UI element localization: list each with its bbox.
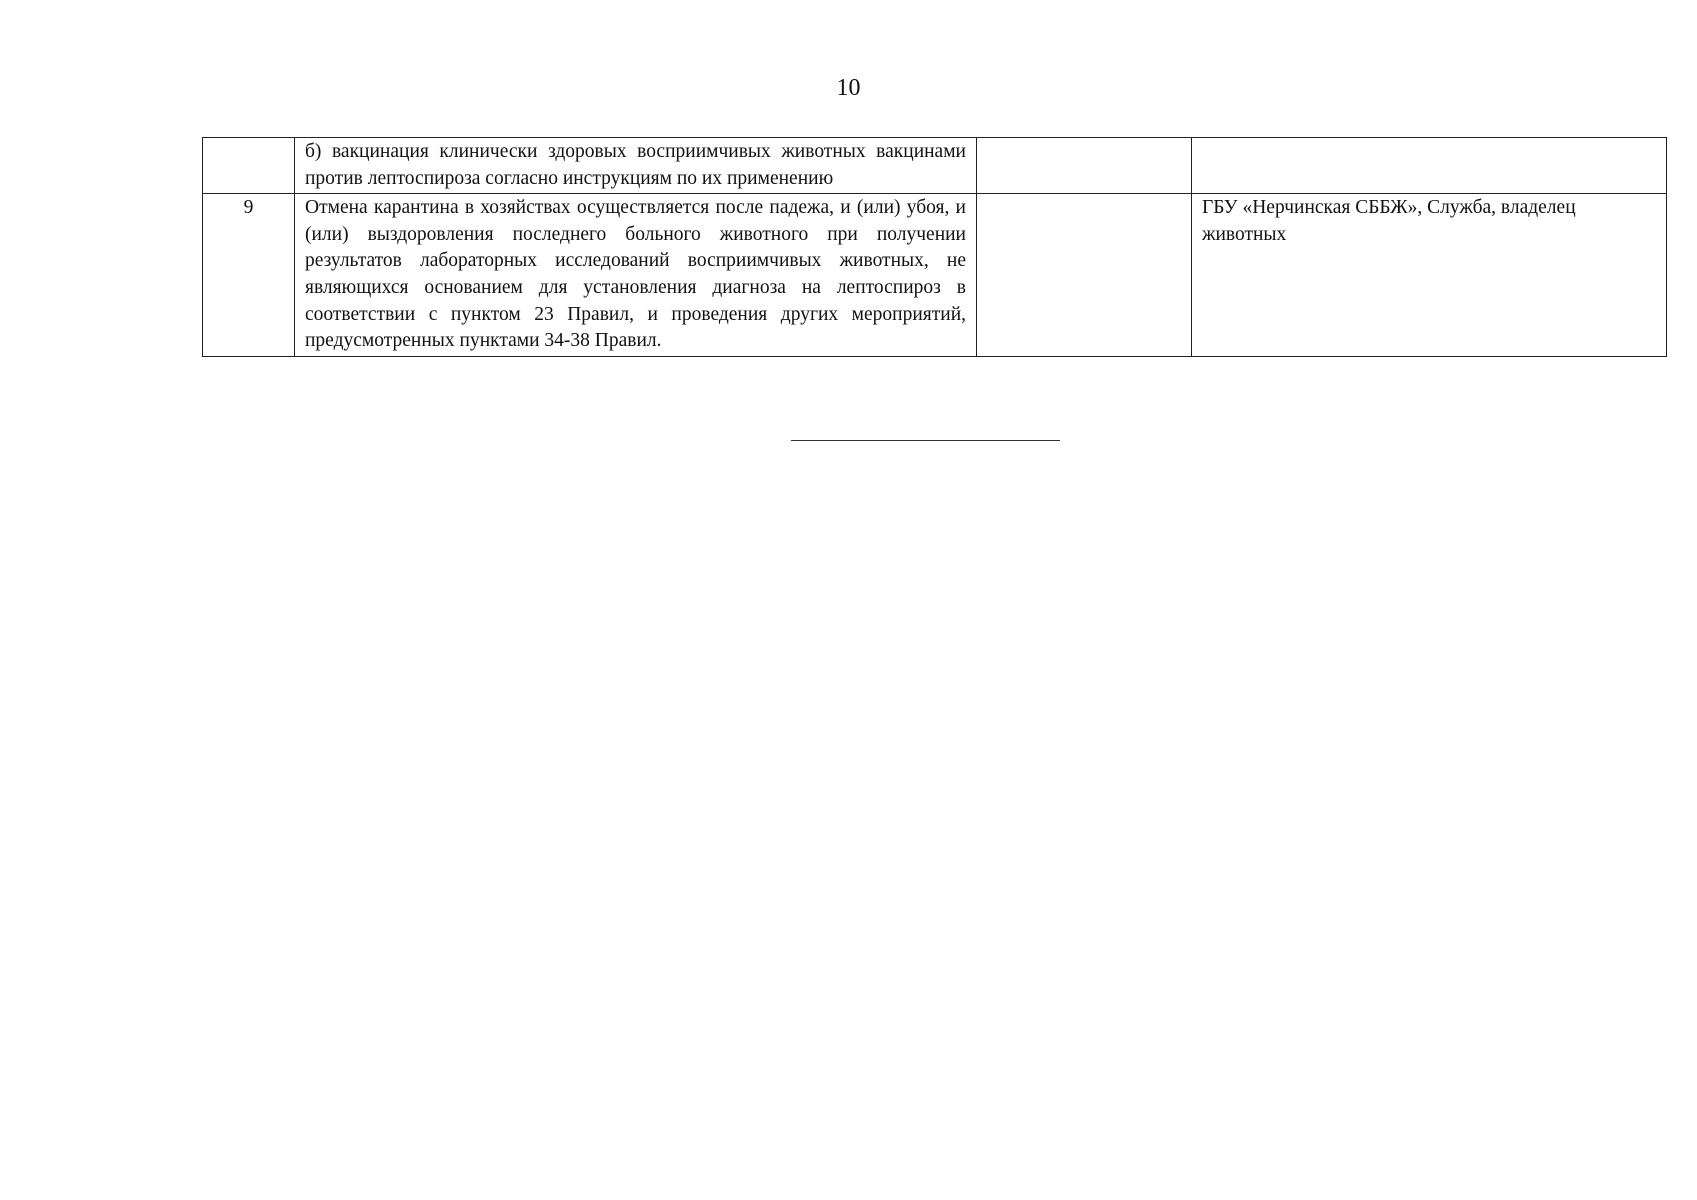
measure-cell: Отмена карантина в хозяйствах осуществляется после падежа, и (или) убоя, и (или) выздоровления последнего больного животного при получении результатов лабораторных исследований восприимчивых животных, не являющихся основанием для установления диагноза на лептоспироз в соответствии с пунктом 23 Правил, и проведения других мероприятий, предусмотренных пунктами 34-38 Правил. bbox=[295, 194, 977, 357]
row-number-cell: 9 bbox=[203, 194, 295, 357]
table-row bbox=[203, 194, 1667, 357]
deadline-cell bbox=[977, 138, 1192, 194]
table-row bbox=[203, 138, 1667, 194]
responsible-cell bbox=[1192, 138, 1667, 194]
measure-cell: б) вакцинация клинически здоровых восприимчивых животных вакцинами против лептоспироза согласно инструкциям по их применению bbox=[295, 138, 977, 194]
deadline-cell bbox=[977, 194, 1192, 357]
responsible-cell: ГБУ «Нерчинская СББЖ», Служба, владелец животных bbox=[1192, 194, 1667, 357]
measures-table bbox=[202, 137, 1667, 357]
row-number-cell bbox=[203, 138, 295, 194]
end-of-document-rule bbox=[791, 440, 1060, 441]
page-number: 10 bbox=[836, 75, 861, 101]
